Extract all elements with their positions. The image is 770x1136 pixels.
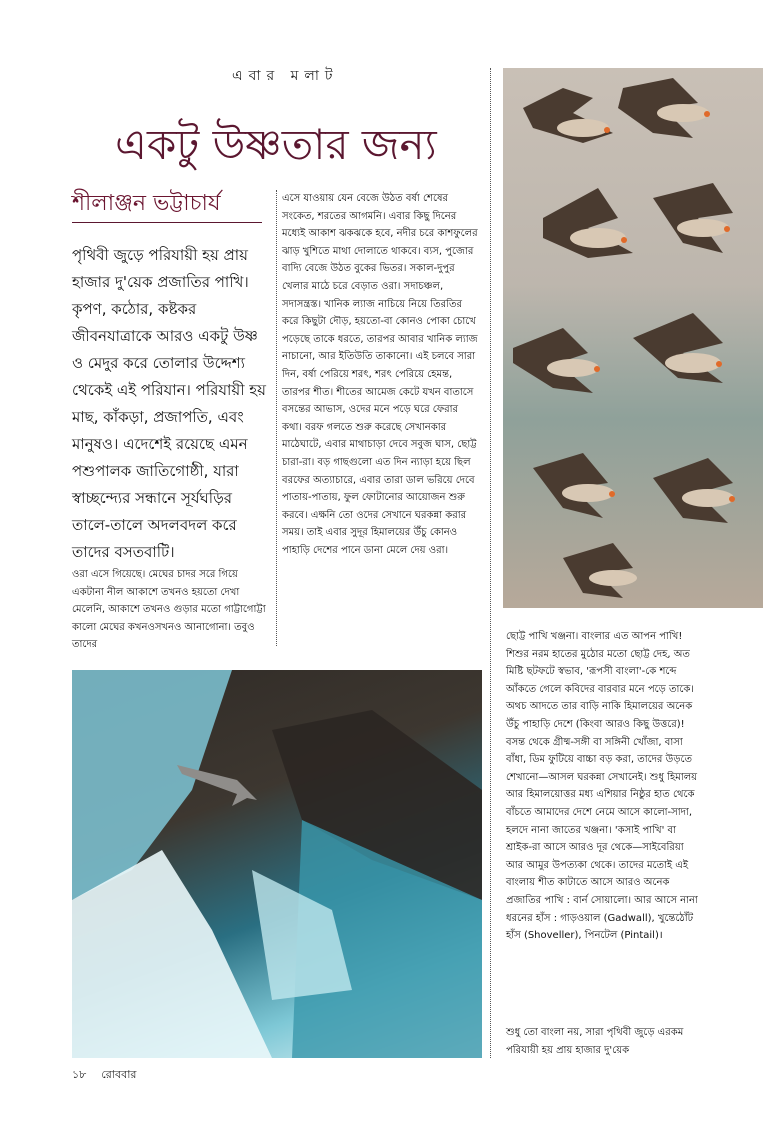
byline: শীলাঞ্জন ভট্টাচার্য <box>72 191 221 216</box>
body-column-left: ওরা এসে গিয়েছে। মেঘের চাদর সরে গিয়ে একটানা নীল আকাশে তখনও হয়তো দেখা মেলেনি, আকাশে তখনও গুড়ার মতো গাট্টাগোট্টা কালো মেঘের কখনওসখনও আনাগোনা। তবুও তাদের <box>72 569 266 651</box>
page-footer <box>72 1066 136 1085</box>
column-divider <box>490 68 491 1058</box>
waterfall-illustration <box>72 670 482 1058</box>
page-title: একটু উষ্ণতার জন্য <box>115 120 437 169</box>
page-number: ১৮ <box>72 1068 87 1081</box>
waterfall-photo <box>72 670 482 1058</box>
geese-illustration <box>503 68 763 608</box>
intro-paragraph: পৃথিবী জুড়ে পরিযায়ী হয় প্রায় হাজার দু'য়েক প্রজাতির পাখি। কৃপণ, কঠোর, কষ্টকর জীবনযাত্রাকে আরও একটু উষ্ণ ও মেদুর করে তোলার উদ্দেশ্য থেকেই এই পরিযান। পরিযায়ী হয় মাছ, কাঁকড়া, প্রজাপতি, এবং মানুষও। এদেশেই রয়েছে এমন পশুপালক জাতিগোষ্ঠী, যারা স্বাচ্ছন্দ্যের সন্ধানে সূর্যঘড়ির তালে-তালে অদলবদল করে তাদের বসতবাটি। <box>72 246 266 561</box>
byline-rule <box>72 222 262 223</box>
body-column-right-1: ছোট্ট পাখি খঞ্জনা। বাংলার এত আপন পাখি! শিশুর নরম হাতের মুঠোর মতো ছোট্ট দেহ, অত মিষ্টি ছটফটে স্বভাব, 'রূপসী বাংলা'-কে শব্দে আঁকতে গেলে কবিদের বারবার মনে পড়ে তাকে। অথচ আদতে তার বাড়ি নাকি হিমালয়ের অনেক উঁচু পাহাড়ি দেশে (কিংবা আরও কিছু উত্তরে)! বসন্ত থেকে গ্রীষ্ম-সঙ্গী বা সঙ্গিনী খোঁজা, বাসা বাঁধা, ডিম ফুটিয়ে বাচ্চা বড় করা, তাদের উড়তে শেখানো—আসল ঘরকন্না সেখানেই। শুধু হিমালয় আর হিমালয়োত্তর মধ্য এশিয়ার নিষ্ঠুর হাত থেকে বাঁচতে আমাদের দেশে নেমে আসে কালো-সাদা, হলদে নানা জাতের খঞ্জনা। 'কসাই পাখি' বা শ্রাইক-রা আসে আরও দূর থেকে—সাইবেরিয়া আর আমুর উপত্যকা থেকে। তাদের মতোই এই বাংলায় শীত কাটাতে আসে আরও অনেক প্রজাতির পাখি : বার্ন সোয়ালো। আর আসে নানা ধরনের হাঁস : গাড়ওয়াল (Gadwall), খুন্তেঠোঁট হাঁস (Shoveller), পিনটেল (Pintail)। <box>506 631 698 942</box>
kicker: এবার মলাট <box>232 68 339 84</box>
column-divider <box>276 190 277 646</box>
body-column-right-2: শুধু তো বাংলা নয়, সারা পৃথিবী জুড়ে এরকম পরিযায়ী হয় প্রায় হাজার দু'য়েক <box>506 1027 684 1056</box>
geese-photo <box>503 68 763 608</box>
body-column-middle: এসে যাওয়ায় যেন বেজে উঠত বর্ষা শেষের সংকেত, শরতের আগমনি। এবার কিছু দিনের মধ্যেই আকাশ ঝকঝকে হবে, নদীর চরে কাশফুলের ঝাড় খুশিতে মাথা দোলাতে থাকবে। ব্যস, পুজোর বাদ্যি বেজে উঠত বুকের ভিতর। সকাল-দুপুর খেলার মাঠে চরে বেড়াত ওরা। সদাচঞ্চল, সদাসন্ত্রস্ত। খানিক ল্যাজ নাচিয়ে নিয়ে তিরতির করে কিছুটা দৌড়, হয়তো-বা কোনও পোকা চোখে পড়েছে তাকে ধরতে, তারপর আবার খানিক ল্যাজ নাচানো, আর ইতিউতি তাকানো। এই চলবে সারা দিন, বর্ষা পেরিয়ে শরৎ, শরৎ পেরিয়ে হেমন্ত, তারপর শীত। শীতের আমেজ কেটে যখন বাতাসে বসন্তের আভাস, ওদের মনে পড়ে ঘরে ফেরার কথা। বরফ গলতে শুরু করেছে সেখানকার মাঠেঘাটে, এবার মাথাচাড়া দেবে সবুজ ঘাস, ছোট্ট চারা-রা। বড় গাছগুলো এত দিন ন্যাড়া হয়ে ছিল বরফের অত্যাচারে, এবার তারা ডাল ভরিয়ে দেবে পাতায়-পাতায়, ফুল ফোটানোর আয়োজন শুরু করবে। এক্ষনি তো ওদের সেখানে ঘরকন্না করার সময়। তাই এবার সুদূর হিমালয়ের উঁচু কোনও পাহাড়ি দেশের পানে ডানা মেলে দেয় ওরা। <box>282 193 478 556</box>
magazine-name: রোববার <box>101 1068 137 1081</box>
